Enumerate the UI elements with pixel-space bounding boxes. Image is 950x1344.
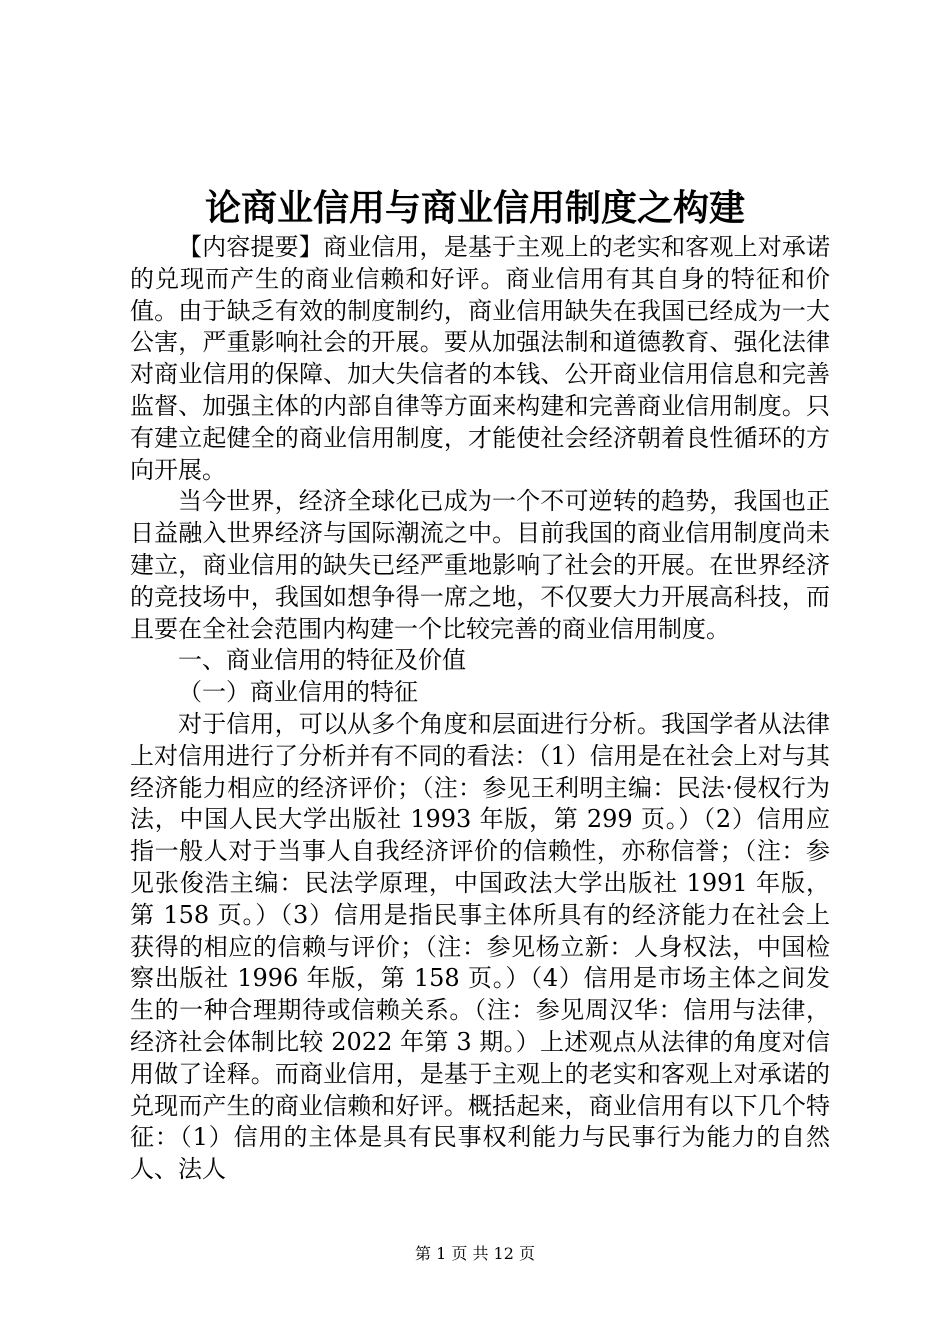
subsection-heading: （一）商业信用的特征 — [178, 678, 418, 707]
page-footer: 第 1 页 共 12 页 — [415, 1244, 535, 1263]
abstract-paragraph: 【内容提要】商业信用，是基于主观上的老实和客观上对承诺的兑现而产生的商业信赖和好评。商业信用有其自身的特征和价值。由于缺乏有效的制度制约，商业信用缺失在我国已经成为一大公害，严重影响社会的开展。要从加强法制和道德教育、强化法律对商业信用的保障、加大失信者的本钱、公开商业信用信息和完善监督、加强主体的内部自律等方面来构建和完善商业信用制度。只有建立起健全的商业信用制度，才能使社会经济朝着良性循环的方向开展。 — [130, 233, 830, 484]
intro-paragraph: 当今世界，经济全球化已成为一个不可逆转的趋势，我国也正日益融入世界经济与国际潮流之中。目前我国的商业信用制度尚未建立，商业信用的缺失已经严重地影响了社会的开展。在世界经济的竞技场中，我国如想争得一席之地，不仅要大力开展高科技，而且要在全社会范围内构建一个比较完善的商业信用制度。 — [130, 487, 830, 643]
document-title: 论商业信用与商业信用制度之构建 — [204, 187, 745, 229]
body-paragraph: 对于信用，可以从多个角度和层面进行分析。我国学者从法律上对信用进行了分析并有不同的看法：（1）信用是在社会上对与其经济能力相应的经济评价；（注：参见王利明主编：民法·侵权行为法，中国人民大学出版社 1993 年版，第 299 页。）（2）信用应指一般人对于当事人自我经济评价的信赖性，亦称信誉；（注：参见张俊浩主编：民法学原理，中国政法大学出版社 1991 年版，第 158 页。）（3）信用是指民事主体所具有的经济能力在社会上获得的相应的信赖与评价；（注：参见杨立新：人身权法，中国检察出版社 1996 年版，第 158 页。）（4）信用是市场主体之间发生的一种合理期待或信赖关系。（注：参见周汉华：信用与法律，经济社会体制比较 2022 年第 3 期。）上述观点从法律的角度对信用做了诠释。而商业信用，是基于主观上的老实和客观上对承诺的兑现而产生的商业信赖和好评。概括起来，商业信用有以下几个特征：（1）信用的主体是具有民事权利能力与民事行为能力的自然人、法人 — [130, 709, 830, 1184]
section-heading: 一、商业信用的特征及价值 — [178, 646, 466, 675]
document-body — [130, 232, 830, 1186]
